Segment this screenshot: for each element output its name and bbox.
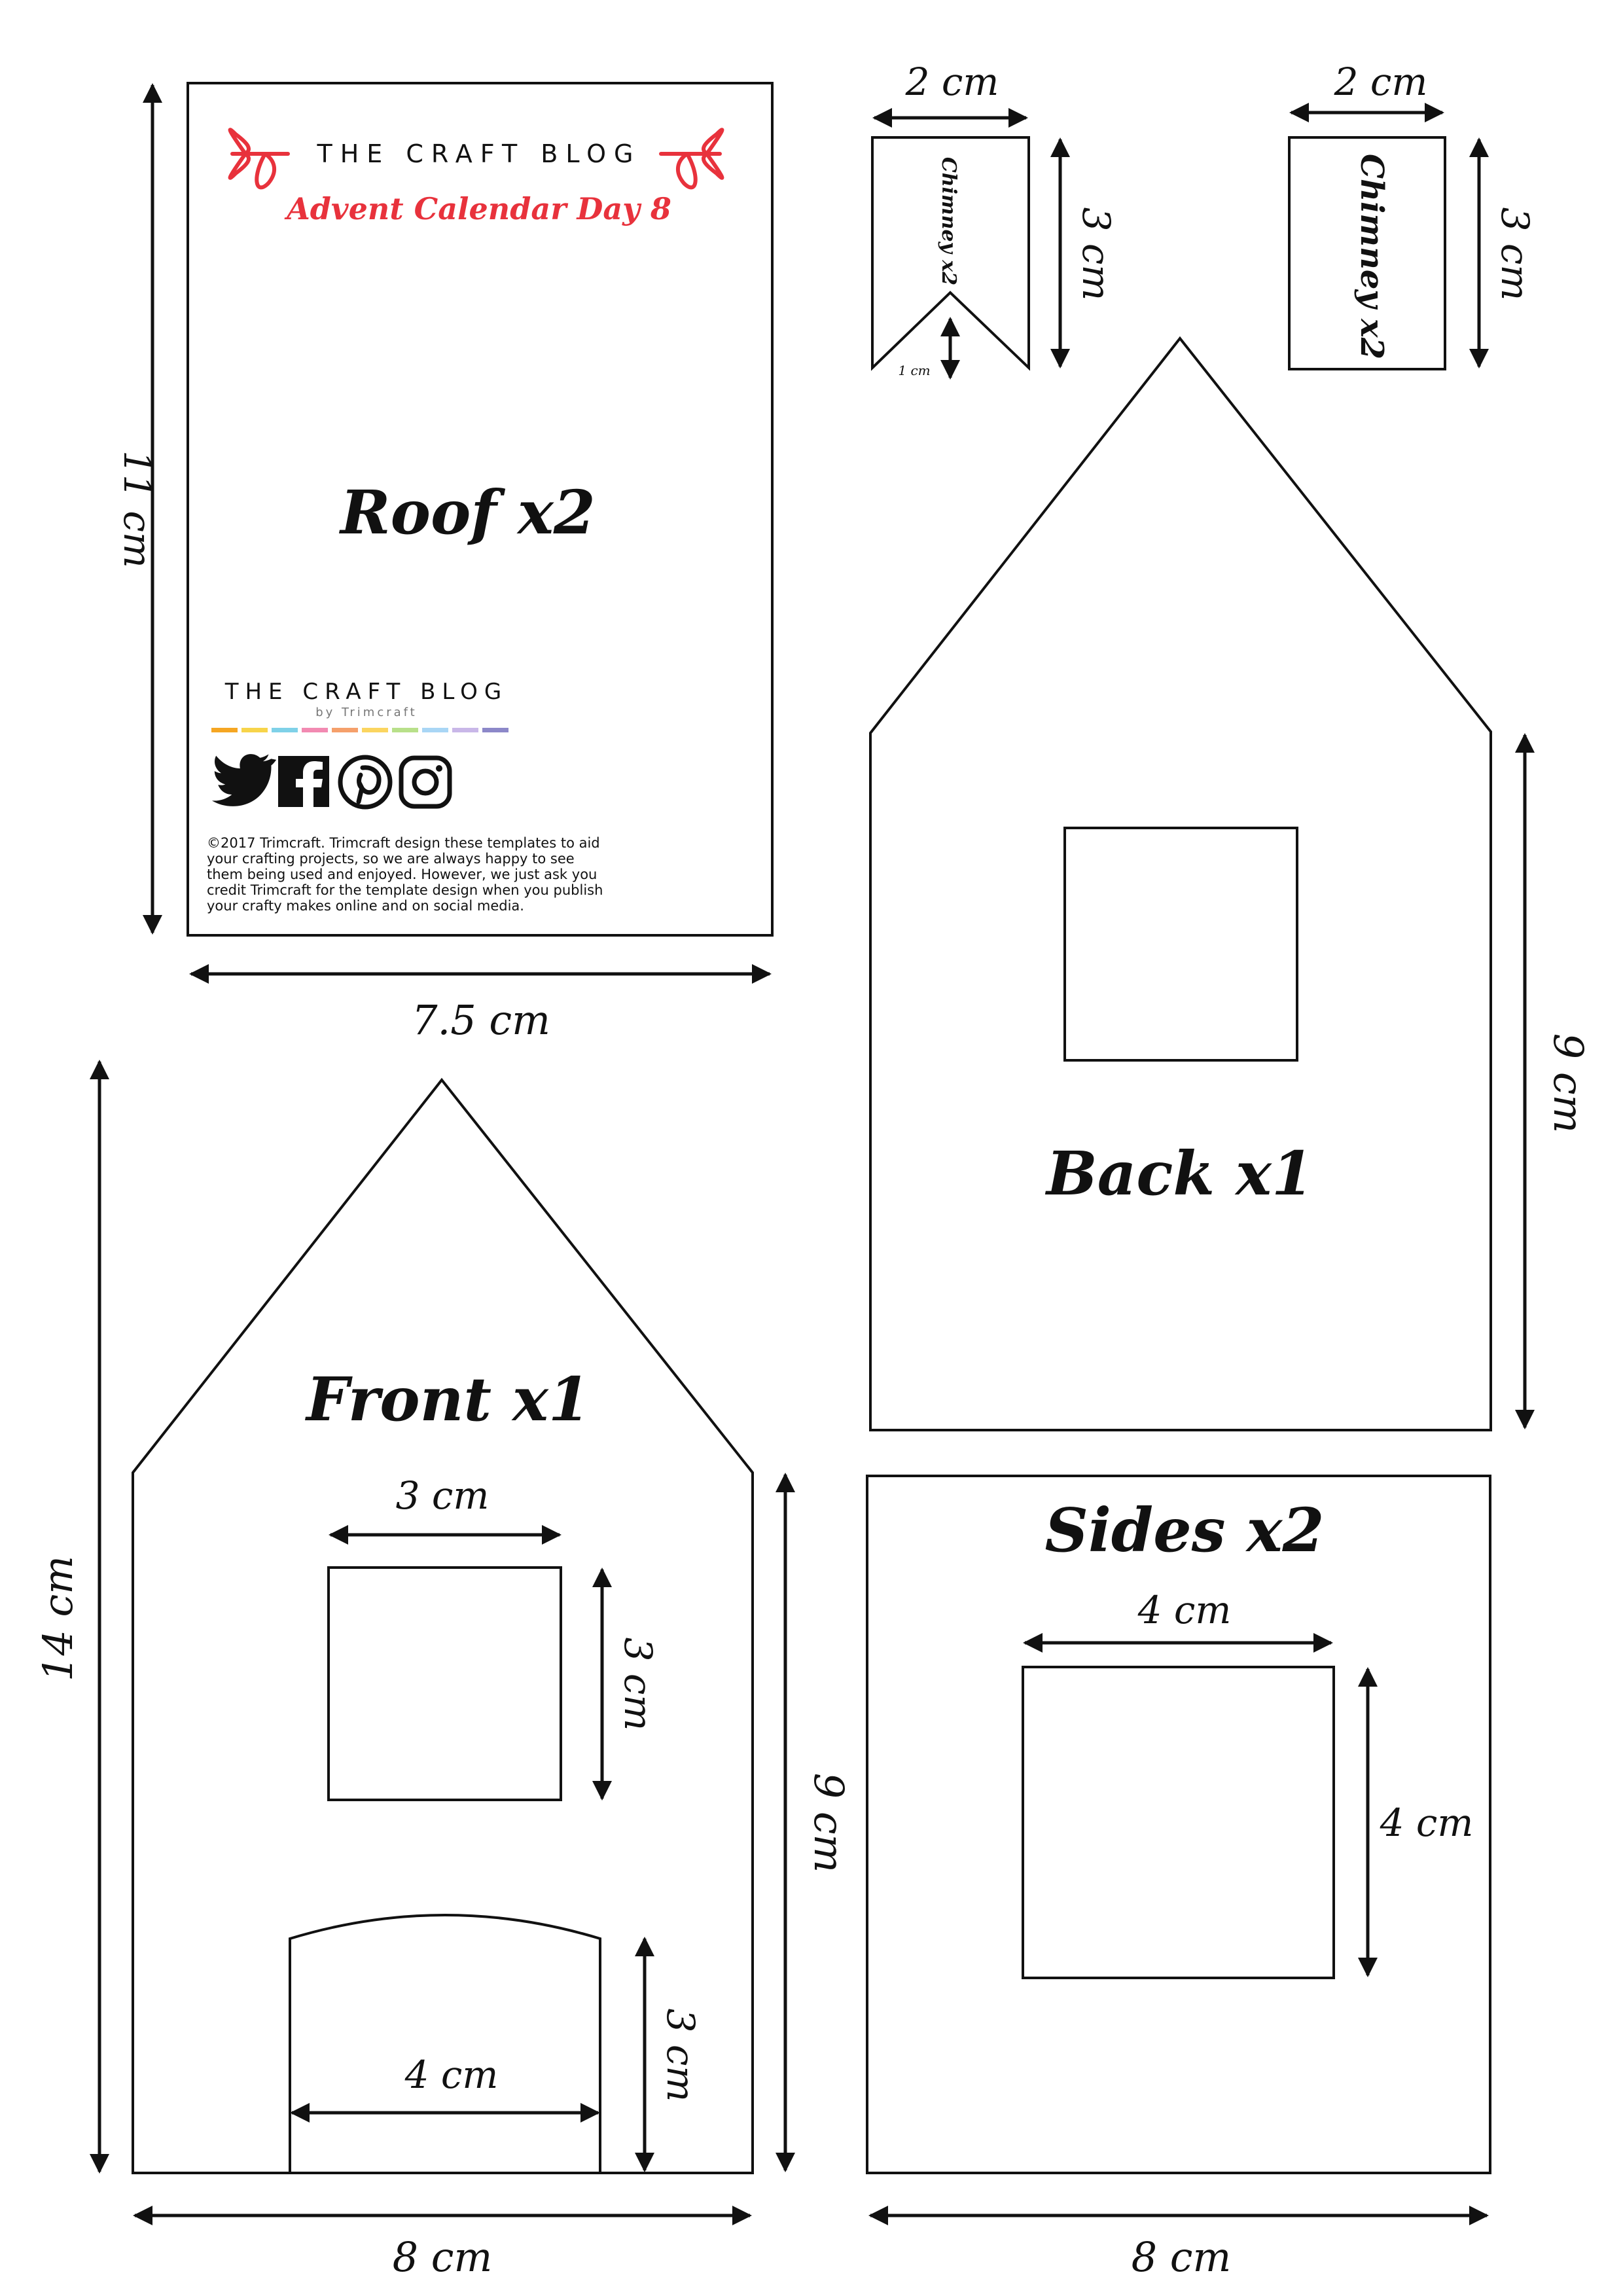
chimney-pointed-label: Chimney x2 [937,156,960,286]
back-height-label: 9 cm [1544,1033,1592,1134]
chimney-notch-label: 1 cm [898,363,931,378]
sides-window-width-label: 4 cm [1137,1588,1232,1632]
back-window [1065,828,1297,1060]
brand-title: THE CRAFT BLOG [317,139,641,168]
sides-template [867,1476,1490,2281]
front-template [34,1062,853,2281]
roof-width-label: 7.5 cm [412,996,550,1044]
roof-label: Roof x2 [340,477,596,548]
back-outline [870,338,1491,1430]
chimney-rect-label: Chimney x2 [1353,153,1390,360]
copyright-notice [207,835,603,914]
copyright-line: them being used and enjoyed. However, we just ask you [207,867,597,882]
sides-window-height-label: 4 cm [1380,1801,1474,1845]
color-bar-segment [241,728,268,732]
front-label: Front x1 [306,1364,590,1435]
front-window-height-label: 3 cm [616,1637,660,1731]
front-wall-height-label: 9 cm [805,1772,853,1873]
front-door-width-label: 4 cm [404,2053,499,2097]
front-door [290,1915,600,2173]
back-template [870,338,1592,1430]
color-bar-segment [422,728,448,732]
brand-color-bar [211,728,508,732]
advent-subtitle: Advent Calendar Day 8 [287,191,671,226]
chimney-rect-height-label: 3 cm [1493,207,1537,301]
sides-label: Sides x2 [1044,1495,1325,1566]
footer-brand: THE CRAFT BLOG [224,679,508,705]
front-window [329,1568,561,1800]
chimney-rect-template [1289,60,1537,369]
back-label: Back x1 [1046,1138,1314,1209]
chimney-pointed-height-label: 3 cm [1074,207,1118,301]
chimney-rect-width-label: 2 cm [1334,60,1428,104]
copyright-line: credit Trimcraft for the template design when you publish [207,882,603,898]
sides-window [1023,1667,1334,1978]
copyright-line: ©2017 Trimcraft. Trimcraft design these templates to aid [207,835,600,851]
pinterest-icon [340,757,390,807]
chimney-pointed-width-label: 2 cm [905,60,999,104]
color-bar-segment [211,728,238,732]
front-width-label: 8 cm [392,2233,493,2281]
laurel-left-icon [230,130,288,187]
color-bar-segment [332,728,358,732]
color-bar-segment [272,728,298,732]
footer-by: by Trimcraft [315,706,418,719]
front-window-width-label: 3 cm [395,1473,490,1518]
facebook-icon [278,756,329,807]
twitter-icon [212,754,276,806]
color-bar-segment [392,728,418,732]
copyright-line: your crafty makes online and on social media. [207,898,524,914]
roof-template [115,83,772,1044]
copyright-line: your crafting projects, so we are always happy to see [207,851,575,867]
color-bar-segment [452,728,478,732]
front-total-height-label: 14 cm [34,1555,82,1682]
color-bar-segment [482,728,508,732]
instagram-icon [401,758,450,806]
color-bar-segment [362,728,388,732]
laurel-right-icon [661,130,722,187]
chimney-pointed-template [872,60,1118,378]
front-door-height-label: 3 cm [658,2008,703,2102]
sides-width-label: 8 cm [1131,2233,1232,2281]
color-bar-segment [302,728,328,732]
roof-height-label: 11 cm [115,450,160,568]
